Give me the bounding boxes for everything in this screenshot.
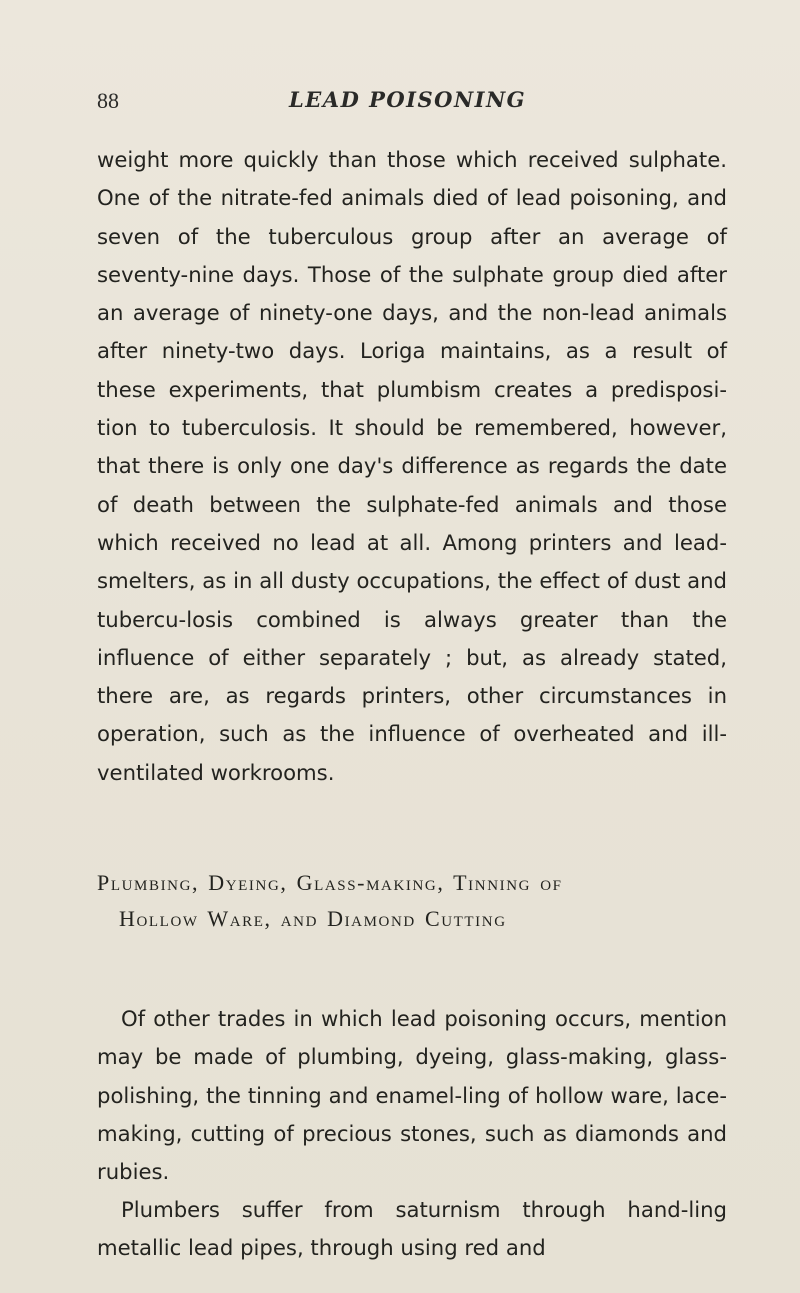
page-number: 88 <box>97 88 119 113</box>
body-paragraph: Plumbers suffer from saturnism through hand-ling metallic lead pipes, through using red and <box>97 1197 727 1261</box>
page-header <box>97 88 737 122</box>
body-paragraph: Of other trades in which lead poisoning occurs, mention may be made of plumbing, dyeing, glass-making, glass-polishing, the tinning and enamel-ling of hollow ware, lace-making, cutting of precious stones, such as diamonds and rubies. <box>97 1006 727 1185</box>
section-heading <box>97 865 742 937</box>
section-heading-line-1: Plumbing, Dyeing, Glass-making, Tinning of <box>97 870 563 895</box>
section-heading-line-2: Hollow Ware, and Diamond Cutting <box>119 906 507 931</box>
running-title: LEAD POISONING <box>289 87 527 112</box>
body-paragraph: weight more quickly than those which received sulphate. One of the nitrate-fed animals died of lead poisoning, and seven of the tuberculous group after an average of seventy-nine days. Those of the sulphate group died after an average of ninety-one days, and the non-lead animals after ninety-two days. Loriga maintains, as a result of these experiments, that plumbism creates a predisposi-tion to tuberculosis. It should be remembered, however, that there is only one day's difference as regards the date of death between the sulphate-fed animals and those which received no lead at all. Among printers and lead-smelters, as in all dusty occupations, the effect of dust and tubercu-losis combined is always greater than the influence of either separately ; but, as already stated, there are, as regards printers, other circumstances in operation, such as the influence of overheated and ill-ventilated workrooms. <box>97 147 727 785</box>
